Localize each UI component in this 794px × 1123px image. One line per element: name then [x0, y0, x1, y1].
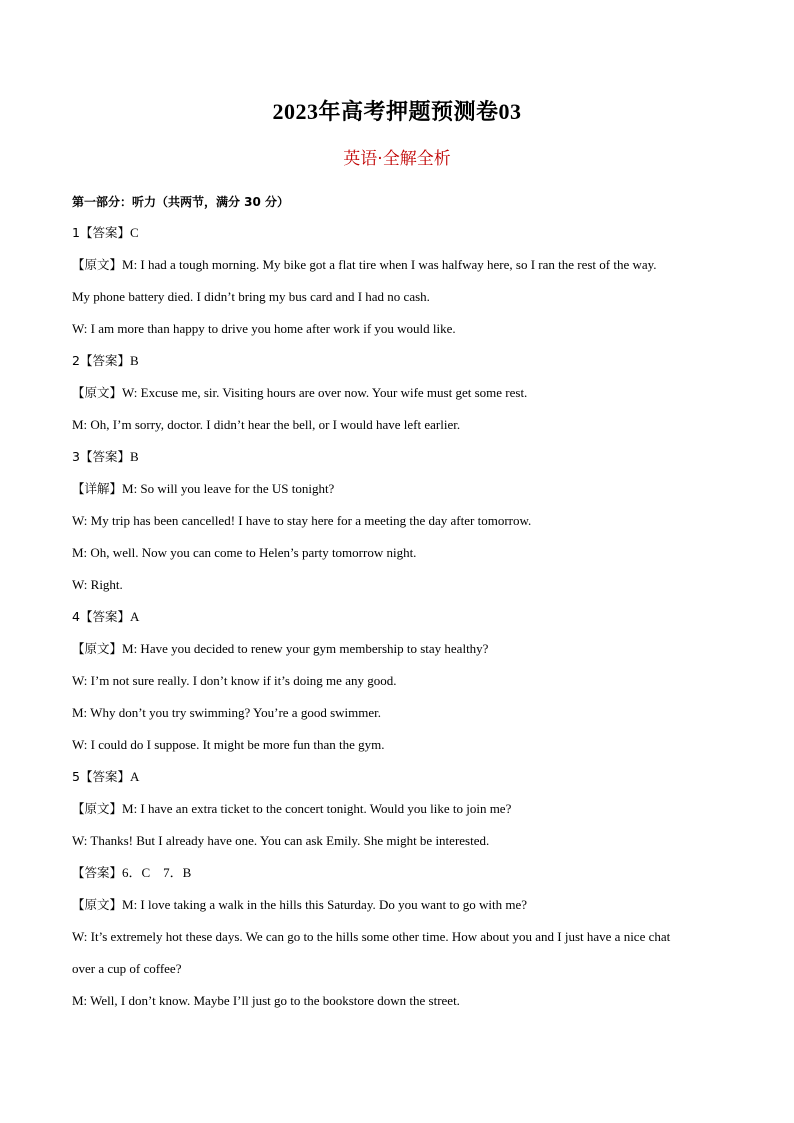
line-text: W: I am more than happy to drive you home after work if you would like. — [72, 321, 456, 336]
line-text: 6．C 7．B — [122, 865, 192, 880]
text-line — [72, 289, 732, 321]
line-text: W: Excuse me, sir. Visiting hours are over now. Your wife must get some rest. — [122, 385, 528, 400]
line-text: M: So will you leave for the US tonight? — [122, 481, 335, 496]
text-line — [72, 609, 732, 641]
line-tag: 4【答案】 — [72, 609, 130, 624]
text-line — [72, 801, 732, 833]
text-line — [72, 417, 732, 449]
line-text: M: I love taking a walk in the hills this Saturday. Do you want to go with me? — [122, 897, 528, 912]
text-line — [72, 545, 732, 577]
line-text: M: I had a tough morning. My bike got a flat tire when I was halfway here, so I ran the rest of the way. — [122, 257, 657, 272]
text-line — [72, 449, 732, 481]
line-text: M: Why don’t you try swimming? You’re a good swimmer. — [72, 705, 381, 720]
line-text: A — [129, 609, 140, 624]
line-text: B — [129, 353, 139, 368]
text-line — [72, 577, 732, 609]
text-line — [72, 641, 732, 673]
line-text: W: Thanks! But I already have one. You can ask Emily. She might be interested. — [72, 833, 490, 848]
line-tag: 【原文】 — [72, 385, 123, 400]
line-text: W: Right. — [72, 577, 123, 592]
text-line — [72, 737, 732, 769]
text-line — [72, 257, 732, 289]
text-line — [72, 705, 732, 737]
text-line — [72, 385, 732, 417]
line-text: My phone battery died. I didn’t bring my bus card and I had no cash. — [72, 289, 430, 304]
line-tag: 【详解】 — [72, 481, 123, 496]
text-line — [72, 865, 732, 897]
text-line — [72, 673, 732, 705]
line-text: M: Have you decided to renew your gym membership to stay healthy? — [122, 641, 489, 656]
line-text: B — [129, 449, 139, 464]
line-text: W: I’m not sure really. I don’t know if it’s doing me any good. — [72, 673, 397, 688]
line-text: M: I have an extra ticket to the concert tonight. Would you like to join me? — [122, 801, 512, 816]
line-text: W: It’s extremely hot these days. We can go to the hills some other time. How about you and I just have a nice chat — [72, 929, 671, 944]
line-text: C — [129, 225, 139, 240]
text-line — [72, 929, 732, 961]
text-line — [72, 481, 732, 513]
line-text: M: Oh, well. Now you can come to Helen’s party tomorrow night. — [72, 545, 417, 560]
text-line — [72, 513, 732, 545]
line-text: W: I could do I suppose. It might be more fun than the gym. — [72, 737, 385, 752]
line-tag: 3【答案】 — [72, 449, 130, 464]
line-tag: 【原文】 — [72, 897, 123, 912]
line-tag: 【原文】 — [72, 257, 123, 272]
text-line — [72, 897, 732, 929]
line-tag: 5【答案】 — [72, 769, 130, 784]
line-text: M: Oh, I’m sorry, doctor. I didn’t hear the bell, or I would have left earlier. — [72, 417, 461, 432]
text-line — [72, 321, 732, 353]
text-line — [72, 225, 732, 257]
line-tag: 【答案】 — [72, 865, 123, 880]
line-tag: 【原文】 — [72, 641, 123, 656]
line-text: A — [129, 769, 140, 784]
line-tag: 1【答案】 — [72, 225, 130, 240]
line-text: M: Well, I don’t know. Maybe I’ll just go to the bookstore down the street. — [72, 993, 460, 1008]
line-text: over a cup of coffee? — [72, 961, 182, 976]
answer-transcript-list — [72, 225, 732, 1025]
text-line — [72, 833, 732, 865]
text-line — [72, 353, 732, 385]
section-heading: 第一部分：听力（共两节，满分 30 分） — [72, 195, 290, 209]
page-title: 2023年高考押题预测卷03 — [272, 99, 522, 124]
page-subtitle: 英语·全解全析 — [343, 149, 451, 169]
line-tag: 2【答案】 — [72, 353, 130, 368]
text-line — [72, 961, 732, 993]
line-text: W: My trip has been cancelled! I have to stay here for a meeting the day after tomorrow. — [72, 513, 532, 528]
line-tag: 【原文】 — [72, 801, 123, 816]
text-line — [72, 769, 732, 801]
text-line — [72, 993, 732, 1025]
